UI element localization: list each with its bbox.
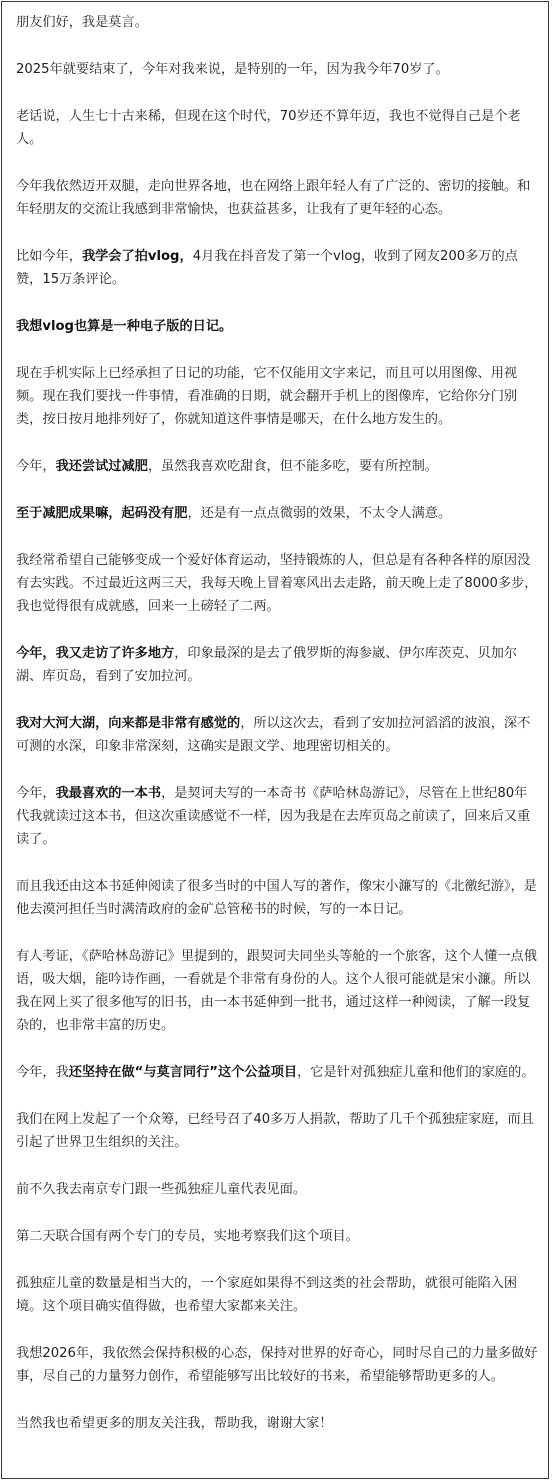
paragraph <box>16 245 540 291</box>
paragraph <box>16 105 540 151</box>
text-run: 朋友们好，我是莫言。 <box>16 15 148 30</box>
paragraph <box>16 875 540 921</box>
text-run: 而且我还由这本书延伸阅读了很多当时的中国人写的著作，像宋小濂写的《北徼纪游》，是他去漠河担任当时满清政府的金矿总管秘书的时候，写的一本日记。 <box>16 879 537 917</box>
bold-text-run: 我对大河大湖，向来都是非常有感觉的 <box>16 716 241 731</box>
paragraph <box>16 1225 540 1248</box>
bold-text-run: 我学会了拍vlog， <box>81 249 193 264</box>
text-run: 今年， <box>16 459 56 474</box>
text-run: 今年我依然迈开双腿，走向世界各地，也在网络上跟年轻人有了广泛的、密切的接触。和年轻朋友的交流让我感到非常愉快，也获益甚多，让我有了更年轻的心态。 <box>16 179 531 217</box>
text-run: 我经常希望自己能够变成一个爱好体育运动，坚持锻炼的人，但总是有各种各样的原因没有去实践。不过最近这两三天，我每天晚上冒着寒风出去走路，前天晚上走了8000多步，我也觉得很有成就感，回来一上磅轻了二两。 <box>16 553 538 614</box>
paragraph <box>16 549 540 618</box>
text-run: 比如今年， <box>16 249 82 264</box>
text-run: ，印象最深的是去了俄罗斯的海参崴、伊尔库茨克、贝加尔湖、库页岛，看到了安加拉河。 <box>16 646 518 684</box>
bold-text-run: 我又走访了许多地方 <box>55 646 175 661</box>
text-run: ，是契诃夫写的一本奇书《萨哈林岛游记》，尽管在上世纪80年代我就读过这本书，但这次重读感觉不一样，因为我是在去库页岛之前读了，回来后又重读了。 <box>16 786 531 847</box>
text-run: ，还是有一点点微弱的效果，不太令人满意。 <box>187 506 452 521</box>
paragraph <box>16 58 540 81</box>
bold-text-run: 我还尝试过减肥 <box>55 459 148 474</box>
text-run: 4月我在抖音发了第一个vlog，收到了网友200多万的点赞，15万条评论。 <box>16 249 518 287</box>
paragraph <box>16 455 540 478</box>
paragraph <box>16 782 540 851</box>
bold-text-run: 还坚持在做“与莫言同行”这个公益项目 <box>68 1065 298 1080</box>
paragraph <box>16 175 540 221</box>
bold-text-run: 我最喜欢的一本书 <box>55 786 162 801</box>
text-run: 2025年就要结束了，今年对我来说，是特别的一年，因为我今年70岁了。 <box>16 62 449 77</box>
text-run: 前不久我去南京专门跟一些孤独症儿童代表见面。 <box>16 1182 307 1197</box>
text-run: 我想2026年，我依然会保持积极的心态，保持对世界的好奇心，同时尽自己的力量多做好事，尽自己的力量努力创作，希望能够写出比较好的书来，希望能够帮助更多的人。 <box>16 1346 538 1384</box>
text-run: 第二天联合国有两个专门的专员，实地考察我们这个项目。 <box>16 1229 359 1244</box>
paragraph <box>16 1061 540 1084</box>
text-run: ，虽然我喜欢吃甜食，但不能多吃，要有所控制。 <box>147 459 438 474</box>
paragraph <box>16 712 540 758</box>
paragraph <box>16 11 540 34</box>
text-run: 现在手机实际上已经承担了日记的功能，它不仅能用文字来记，而且可以用图像、用视频。现在我们要找一件事情，看准确的日期，就会翻开手机上的图像库，它给你分门别类，按日按月地排列好了，你就知道这件事情是哪天，在什么地方发生的。 <box>16 366 518 427</box>
text-run: ，所以这次去，看到了安加拉河滔滔的波浪，深不可测的水深，印象非常深刻，这确实是跟文学、地理密切相关的。 <box>16 716 531 754</box>
article-body <box>16 11 540 1459</box>
bold-text-run: 至于减肥成果嘛，起码没有肥 <box>16 506 188 521</box>
text-run: ，它是针对孤独症儿童和他们的家庭的。 <box>297 1065 535 1080</box>
text-run: 孤独症儿童的数量是相当大的，一个家庭如果得不到这类的社会帮助，就很可能陷入困境。这个项目确实值得做，也希望大家都来关注。 <box>16 1276 518 1314</box>
paragraph <box>16 315 540 338</box>
text-run: 当然我也希望更多的朋友关注我，帮助我，谢谢大家！ <box>16 1416 333 1431</box>
text-run: 有人考证，《萨哈林岛游记》里提到的，跟契诃夫同坐头等舱的一个旅客，这个人懂一点俄语，吸大烟，能吟诗作画，一看就是个非常有身份的人。这个人很可能就是宋小濂。所以我在网上买了很多他写的旧书，由一本书延伸到一批书，通过这样一种阅读，了解一段复杂的，也非常丰富的历史。 <box>16 949 537 1033</box>
paragraph <box>16 1178 540 1201</box>
paragraph <box>16 642 540 688</box>
paragraph <box>16 1108 540 1154</box>
paragraph <box>16 945 540 1037</box>
text-run: 今年，我 <box>16 1065 69 1080</box>
text-run: 老话说，人生七十古来稀，但现在这个时代，70岁还不算年迈，我也不觉得自己是个老人。 <box>16 109 521 147</box>
text-run: 我们在网上发起了一个众筹，已经号召了40多万人捐款，帮助了几千个孤独症家庭，而且引起了世界卫生组织的关注。 <box>16 1112 534 1150</box>
paragraph <box>16 1342 540 1388</box>
paragraph <box>16 362 540 431</box>
paragraph <box>16 502 540 525</box>
paragraph <box>16 1272 540 1318</box>
paragraph <box>16 1412 540 1435</box>
text-run: 今年， <box>16 786 56 801</box>
bold-text-run: 今年， <box>16 646 56 661</box>
bold-text-run: 我想vlog也算是一种电子版的日记。 <box>16 319 233 334</box>
article-frame <box>1 1 549 1479</box>
